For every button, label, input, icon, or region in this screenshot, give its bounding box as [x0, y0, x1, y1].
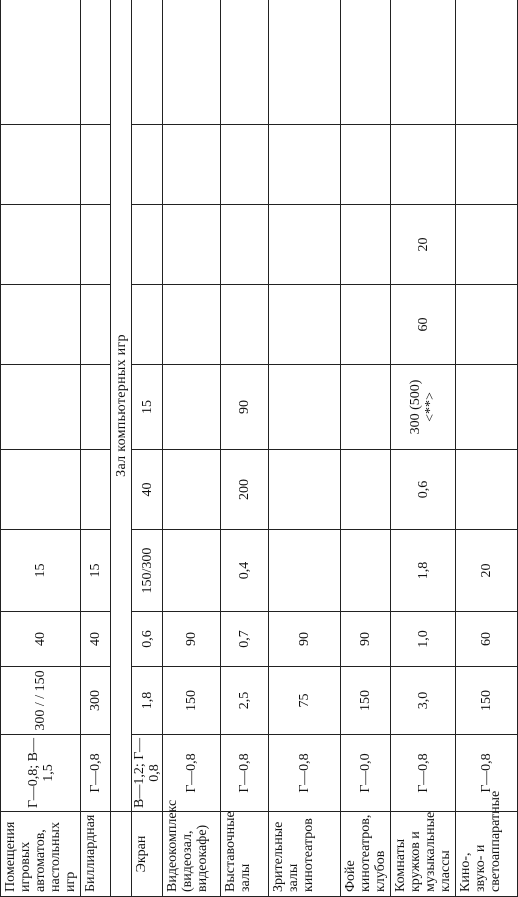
room-name-cell: Видеокомплекс (видеозал, видеокафе): [163, 812, 221, 897]
table-cell: [163, 365, 221, 450]
table-cell: [132, 205, 163, 285]
table-cell: [269, 365, 341, 450]
table-cell: [456, 450, 518, 530]
table-cell: [456, 285, 518, 365]
table-row: [163, 0, 221, 897]
table-cell: 60: [456, 612, 518, 667]
table-cell: Г—0,8; В—1,5: [1, 735, 81, 812]
room-name-cell: Кино-, звуко- и светоаппаратные: [456, 812, 518, 897]
table-cell: [391, 0, 456, 125]
table-cell: 90: [269, 612, 341, 667]
table-cell: Г—0,0: [341, 735, 391, 812]
table-cell: [341, 205, 391, 285]
table-cell: 75: [269, 667, 341, 735]
table-cell: [341, 285, 391, 365]
table-cell: [221, 0, 269, 125]
table-cell: [163, 0, 221, 125]
table-cell: [221, 205, 269, 285]
table-row: [341, 0, 391, 897]
table-cell: [456, 125, 518, 205]
table-cell: 40: [132, 450, 163, 530]
table-cell: [341, 450, 391, 530]
table-cell: Г—0,8: [391, 735, 456, 812]
table-cell: [391, 125, 456, 205]
table-cell: 300 / / 150: [1, 667, 81, 735]
table-cell: 300 (500) <**>: [391, 365, 456, 450]
table-cell: 0,7: [221, 612, 269, 667]
table-row: [456, 0, 518, 897]
table-cell: [269, 285, 341, 365]
room-name-cell: Экран: [132, 812, 163, 897]
table-cell: [163, 285, 221, 365]
table-cell: 300: [81, 667, 111, 735]
table-cell: 0,6: [132, 612, 163, 667]
table-cell: [81, 0, 111, 125]
table-cell: [163, 205, 221, 285]
table-cell: [456, 365, 518, 450]
section-title: Зал компьютерных игр: [111, 0, 132, 812]
table-cell: Г—0,8: [269, 735, 341, 812]
table-cell: 1,0: [391, 612, 456, 667]
table-cell: [269, 205, 341, 285]
table-cell: [1, 0, 81, 125]
table-cell: 90: [163, 612, 221, 667]
table-cell: 150: [456, 667, 518, 735]
table-cell: [221, 125, 269, 205]
table-cell: [1, 285, 81, 365]
empty-cell: [111, 812, 132, 897]
table-cell: 3,0: [391, 667, 456, 735]
table-cell: [456, 205, 518, 285]
table-cell: 0,6: [391, 450, 456, 530]
table-cell: 1,8: [391, 530, 456, 612]
table-cell: 15: [81, 530, 111, 612]
room-name-cell: Комнаты кружков и музыкальные классы: [391, 812, 456, 897]
table-cell: Г—0,8: [221, 735, 269, 812]
table-cell: [341, 365, 391, 450]
table-cell: [163, 125, 221, 205]
table-cell: [269, 125, 341, 205]
table-cell: Г—0,8: [163, 735, 221, 812]
table-cell: 150/300: [132, 530, 163, 612]
table-row: [269, 0, 341, 897]
table-cell: 15: [132, 365, 163, 450]
table-cell: [132, 0, 163, 125]
table-cell: 20: [456, 530, 518, 612]
table-cell: В—1,2; Г—0,8: [132, 735, 163, 812]
table-cell: [81, 205, 111, 285]
table-cell: [1, 450, 81, 530]
table-cell: 20: [391, 205, 456, 285]
table-cell: 150: [163, 667, 221, 735]
table-cell: [132, 285, 163, 365]
table-cell: 40: [81, 612, 111, 667]
room-name-cell: Фойе кинотеатров, клубов: [341, 812, 391, 897]
table-cell: [269, 530, 341, 612]
table-cell: [456, 0, 518, 125]
table-row: [132, 0, 163, 897]
table-row: [1, 0, 81, 897]
table-cell: [163, 530, 221, 612]
section-row: [111, 0, 132, 897]
table-cell: [341, 0, 391, 125]
table-cell: 0,4: [221, 530, 269, 612]
table-cell: 2,5: [221, 667, 269, 735]
table-cell: [1, 365, 81, 450]
table-cell: [1, 205, 81, 285]
table-cell: 200: [221, 450, 269, 530]
table-cell: 90: [341, 612, 391, 667]
table-cell: [163, 450, 221, 530]
table-cell: 60: [391, 285, 456, 365]
table-cell: [269, 0, 341, 125]
table-row: [81, 0, 111, 897]
table-cell: 90: [221, 365, 269, 450]
table-row: [221, 0, 269, 897]
room-name-cell: Выставочные залы: [221, 812, 269, 897]
table-cell: [269, 450, 341, 530]
table-cell: 15: [1, 530, 81, 612]
table-cell: [341, 530, 391, 612]
table-row: [391, 0, 456, 897]
table-cell: [132, 125, 163, 205]
table-cell: Г—0,8: [81, 735, 111, 812]
table-cell: [81, 450, 111, 530]
table-cell: [341, 125, 391, 205]
table-cell: [81, 365, 111, 450]
table-cell: [221, 285, 269, 365]
room-name-cell: Зрительные залы кинотеатров: [269, 812, 341, 897]
table-cell: 1,8: [132, 667, 163, 735]
table-cell: 150: [341, 667, 391, 735]
table-cell: [81, 285, 111, 365]
table-cell: [81, 125, 111, 205]
table-cell: [1, 125, 81, 205]
table-cell: Г—0,8: [456, 735, 518, 812]
room-name-cell: Помещения игровых автоматов, настольных игр: [1, 812, 81, 897]
room-name-cell: Биллиардная: [81, 812, 111, 897]
table-cell: 40: [1, 612, 81, 667]
